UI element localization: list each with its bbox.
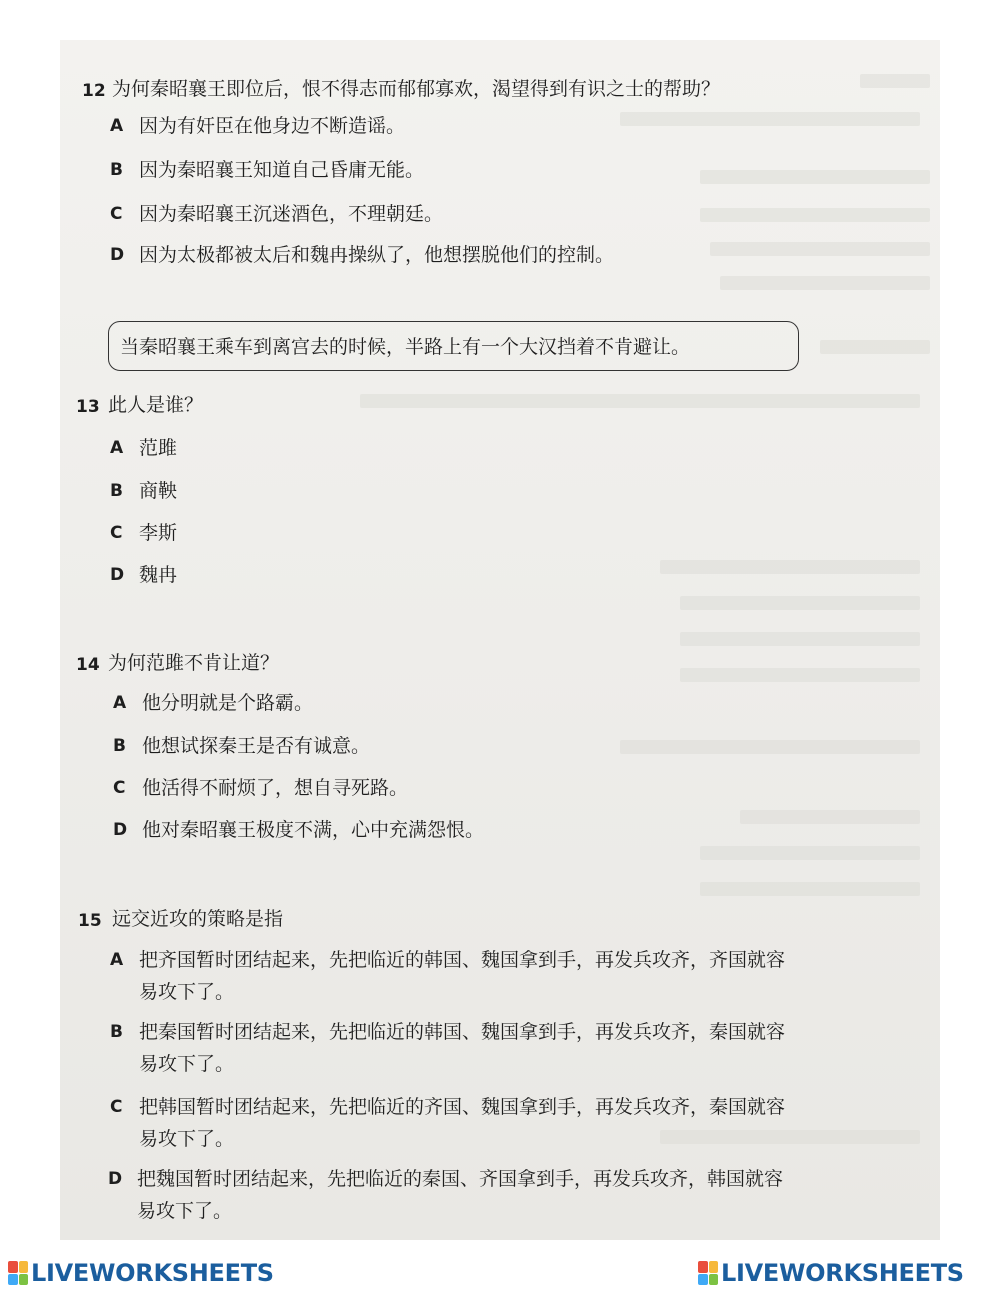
option-text-line2: 易攻下了。 — [139, 981, 235, 1003]
option-letter: B — [110, 160, 123, 180]
question-number: 12 — [82, 81, 106, 101]
logo-square-red-icon — [8, 1261, 18, 1273]
option-text: 因为有奸臣在他身边不断造谣。 — [139, 115, 406, 137]
option-text: 他分明就是个路霸。 — [142, 692, 314, 714]
logo-square-green-icon — [709, 1274, 719, 1286]
option-letter: C — [110, 204, 123, 224]
option-letter: B — [113, 736, 126, 756]
option-text: 他想试探秦王是否有诚意。 — [142, 735, 371, 757]
option-text-line2: 易攻下了。 — [137, 1200, 233, 1222]
option-text: 他活得不耐烦了，想自寻死路。 — [142, 777, 409, 799]
option-letter: D — [108, 1169, 123, 1189]
option-letter: D — [110, 245, 125, 265]
question-text: 远交近攻的策略是指 — [112, 908, 284, 930]
option-text: 范雎 — [139, 437, 178, 459]
option-letter: C — [110, 1097, 123, 1117]
option-text-line1: 把韩国暂时团结起来，先把临近的齐国、魏国拿到手，再发兵攻齐，秦国就容 — [139, 1096, 786, 1118]
option-text: 因为秦昭襄王沉迷酒色，不理朝廷。 — [139, 203, 444, 225]
logo-square-blue-icon — [698, 1274, 708, 1286]
liveworksheets-logo-icon — [8, 1261, 28, 1285]
option-text: 商鞅 — [139, 480, 178, 502]
logo-square-yellow-icon — [19, 1261, 29, 1273]
option-text: 魏冉 — [139, 564, 178, 586]
option-text-line1: 把齐国暂时团结起来，先把临近的韩国、魏国拿到手，再发兵攻齐，齐国就容 — [139, 949, 786, 971]
option-letter: A — [110, 116, 124, 136]
option-letter: C — [113, 778, 126, 798]
option-text: 因为太极都被太后和魏冉操纵了，他想摆脱他们的控制。 — [139, 244, 615, 266]
brand-wordmark: LIVEWORKSHEETS — [31, 1259, 274, 1287]
question-number: 14 — [76, 655, 100, 675]
option-text-line2: 易攻下了。 — [139, 1128, 235, 1150]
option-letter: A — [110, 950, 124, 970]
passage-box — [108, 321, 799, 371]
liveworksheets-logo-icon — [698, 1261, 718, 1285]
question-number: 13 — [76, 397, 100, 417]
question-text: 为何范雎不肯让道？ — [108, 652, 280, 674]
option-letter: A — [110, 438, 124, 458]
option-letter: B — [110, 1022, 123, 1042]
brand-logo-left[interactable] — [8, 1260, 274, 1286]
passage-text: 当秦昭襄王乘车到离宫去的时候，半路上有一个大汉挡着不肯避让。 — [120, 336, 691, 358]
option-letter: D — [113, 820, 128, 840]
question-text: 为何秦昭襄王即位后，恨不得志而郁郁寡欢，渴望得到有识之士的帮助？ — [112, 78, 721, 100]
question-number: 15 — [78, 911, 102, 931]
question-text: 此人是谁？ — [108, 394, 204, 416]
logo-square-green-icon — [19, 1274, 29, 1286]
option-letter: B — [110, 481, 123, 501]
logo-square-blue-icon — [8, 1274, 18, 1286]
logo-square-red-icon — [698, 1261, 708, 1273]
option-text: 李斯 — [139, 522, 178, 544]
option-text: 他对秦昭襄王极度不满，心中充满怨恨。 — [142, 819, 485, 841]
logo-square-yellow-icon — [709, 1261, 719, 1273]
option-text-line2: 易攻下了。 — [139, 1053, 235, 1075]
option-letter: C — [110, 523, 123, 543]
option-text-line1: 把魏国暂时团结起来，先把临近的秦国、齐国拿到手，再发兵攻齐，韩国就容 — [137, 1168, 784, 1190]
option-text-line1: 把秦国暂时团结起来，先把临近的韩国、魏国拿到手，再发兵攻齐，秦国就容 — [139, 1021, 786, 1043]
option-letter: D — [110, 565, 125, 585]
option-letter: A — [113, 693, 127, 713]
brand-logo-right[interactable] — [698, 1260, 964, 1286]
brand-wordmark: LIVEWORKSHEETS — [721, 1259, 964, 1287]
option-text: 因为秦昭襄王知道自己昏庸无能。 — [139, 159, 425, 181]
